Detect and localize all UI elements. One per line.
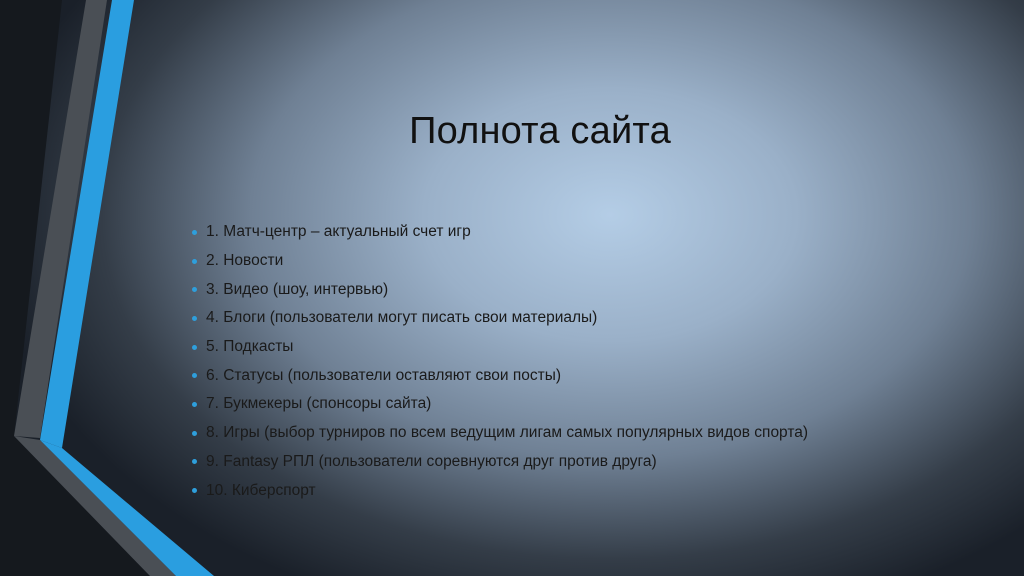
list-item-text: 2. Новости bbox=[206, 252, 284, 270]
list-item-text: 6. Статусы (пользователи оставляют свои посты) bbox=[206, 366, 562, 384]
bullet-icon bbox=[192, 345, 197, 350]
bullet-icon bbox=[192, 287, 197, 292]
list-item bbox=[192, 448, 808, 477]
slide-title: Полнота сайта bbox=[409, 110, 671, 152]
list-item bbox=[192, 333, 808, 362]
list-item-text: 7. Букмекеры (спонсоры сайта) bbox=[206, 395, 432, 413]
bullet-icon bbox=[192, 373, 197, 378]
bullet-icon bbox=[192, 259, 197, 264]
bullet-icon bbox=[192, 316, 197, 321]
bullet-icon bbox=[192, 230, 197, 235]
list-item bbox=[192, 304, 808, 333]
list-item bbox=[192, 275, 808, 304]
bullet-icon bbox=[192, 459, 197, 464]
list-item bbox=[192, 218, 808, 247]
list-item bbox=[192, 390, 808, 419]
bullet-icon bbox=[192, 402, 197, 407]
bullet-icon bbox=[192, 431, 197, 436]
list-item-text: 9. Fantasy РПЛ (пользователи соревнуются друг против друга) bbox=[206, 452, 657, 470]
list-item bbox=[192, 361, 808, 390]
list-item-text: 8. Игры (выбор турниров по всем ведущим лигам самых популярных видов спорта) bbox=[206, 424, 809, 442]
list-item-text: 3. Видео (шоу, интервью) bbox=[206, 280, 389, 298]
bullet-list bbox=[192, 218, 808, 505]
list-item-text: 5. Подкасты bbox=[206, 338, 294, 356]
list-item bbox=[192, 476, 808, 505]
list-item bbox=[192, 419, 808, 448]
bullet-icon bbox=[192, 488, 197, 493]
list-item-text: 4. Блоги (пользователи могут писать свои материалы) bbox=[206, 309, 598, 327]
list-item-text: 1. Матч-центр – актуальный счет игр bbox=[206, 223, 471, 241]
list-item-text: 10. Киберспорт bbox=[206, 481, 316, 499]
list-item bbox=[192, 247, 808, 276]
